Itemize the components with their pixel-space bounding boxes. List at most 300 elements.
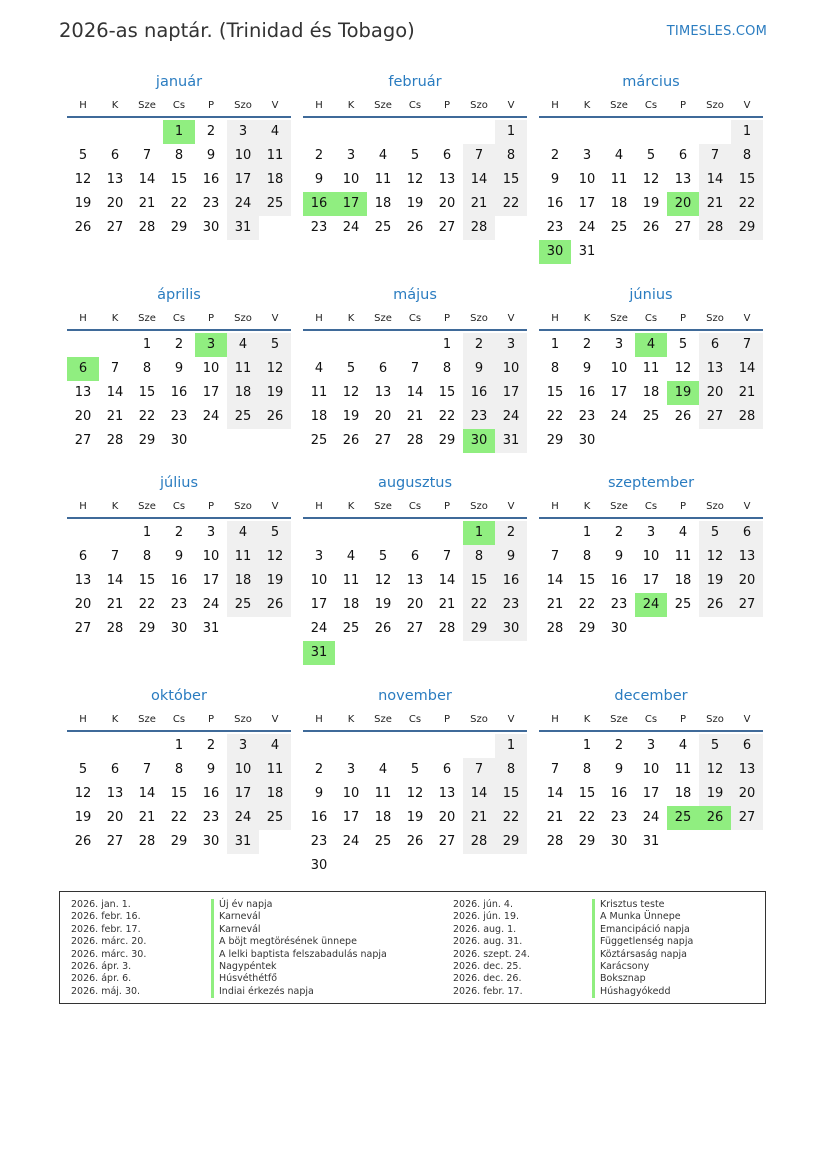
month-name: április xyxy=(157,287,201,303)
day-cell: 3 xyxy=(227,734,259,758)
day-cell: 4 xyxy=(378,148,388,163)
empty-cell xyxy=(131,120,163,144)
day-cell: 3 xyxy=(314,549,324,564)
day-cell: 20 xyxy=(699,381,731,405)
empty-cell xyxy=(67,521,99,545)
day-cell: 23 xyxy=(310,834,328,849)
day-cell: 26 xyxy=(406,834,424,849)
day-cell: 13 xyxy=(374,385,392,400)
day-cell: 13 xyxy=(731,545,763,569)
day-cell: 22 xyxy=(170,810,188,825)
day-cell: 21 xyxy=(138,810,156,825)
day-grid xyxy=(539,732,763,854)
day-cell: 8 xyxy=(495,144,527,168)
day-cell: 5 xyxy=(378,549,388,564)
weekday-label: V xyxy=(271,501,279,512)
day-cell: 14 xyxy=(406,385,424,400)
empty-cell xyxy=(539,734,571,758)
day-cell: 2 xyxy=(463,333,495,357)
day-cell: 22 xyxy=(546,409,564,424)
legend-holiday-name: Emancipáció napja xyxy=(600,923,690,935)
weekday-label: H xyxy=(315,100,323,111)
day-cell: 10 xyxy=(642,762,660,777)
day-cell: 31 xyxy=(578,244,596,259)
holiday-day: 3 xyxy=(195,333,227,357)
weekday-label: V xyxy=(507,313,515,324)
day-cell: 6 xyxy=(699,333,731,357)
day-cell: 16 xyxy=(495,569,527,593)
legend-holiday-name: Boksznap xyxy=(600,973,646,985)
day-cell: 9 xyxy=(614,762,624,777)
day-cell: 20 xyxy=(438,196,456,211)
day-cell: 15 xyxy=(578,573,596,588)
day-cell: 26 xyxy=(259,405,291,429)
day-cell: 28 xyxy=(138,834,156,849)
day-cell: 25 xyxy=(342,621,360,636)
day-grid xyxy=(67,331,291,453)
weekday-label: V xyxy=(743,313,751,324)
day-cell: 15 xyxy=(578,786,596,801)
day-cell: 5 xyxy=(78,762,88,777)
day-cell: 3 xyxy=(346,762,356,777)
day-cell: 16 xyxy=(310,810,328,825)
day-cell: 5 xyxy=(259,333,291,357)
day-cell: 5 xyxy=(678,337,688,352)
day-cell: 19 xyxy=(699,569,731,593)
brand-link[interactable]: TIMESLES.COM xyxy=(666,24,767,39)
empty-cell xyxy=(335,333,367,357)
weekday-label: Szo xyxy=(706,501,724,512)
month-name: július xyxy=(159,475,199,491)
weekday-header xyxy=(67,96,291,118)
day-cell: 15 xyxy=(546,385,564,400)
month-name: november xyxy=(378,688,452,704)
day-cell: 8 xyxy=(442,361,452,376)
weekday-label: Sze xyxy=(610,714,628,725)
day-cell: 18 xyxy=(674,786,692,801)
holiday-day: 1 xyxy=(463,521,495,545)
day-cell: 12 xyxy=(374,573,392,588)
weekday-label: Cs xyxy=(172,501,186,512)
holiday-day: 30 xyxy=(539,240,571,264)
month-name: február xyxy=(388,74,442,90)
day-cell: 16 xyxy=(202,786,220,801)
weekday-label: V xyxy=(743,501,751,512)
weekday-label: Cs xyxy=(172,100,186,111)
day-cell: 10 xyxy=(227,758,259,782)
day-cell: 31 xyxy=(202,621,220,636)
day-cell: 21 xyxy=(731,381,763,405)
weekday-label: Cs xyxy=(172,714,186,725)
day-cell: 14 xyxy=(546,786,564,801)
weekday-label: P xyxy=(443,501,451,512)
legend-holiday-name: A böjt megtörésének ünnepe xyxy=(219,936,357,948)
day-cell: 13 xyxy=(674,172,692,187)
weekday-label: Sze xyxy=(374,100,392,111)
day-cell: 26 xyxy=(699,593,731,617)
day-cell: 27 xyxy=(674,220,692,235)
day-cell: 23 xyxy=(546,220,564,235)
day-cell: 15 xyxy=(495,782,527,806)
day-grid xyxy=(539,519,763,641)
day-cell: 2 xyxy=(174,337,184,352)
day-cell: 17 xyxy=(310,597,328,612)
day-cell: 18 xyxy=(374,196,392,211)
day-cell: 15 xyxy=(495,168,527,192)
day-cell: 23 xyxy=(310,220,328,235)
weekday-label: H xyxy=(315,313,323,324)
legend-date: 2026. febr. 17. xyxy=(453,985,523,997)
day-cell: 4 xyxy=(346,549,356,564)
day-cell: 17 xyxy=(227,782,259,806)
day-cell: 9 xyxy=(174,361,184,376)
day-grid xyxy=(67,118,291,240)
day-cell: 14 xyxy=(463,782,495,806)
weekday-label: Szo xyxy=(234,313,252,324)
holiday-day: 31 xyxy=(303,641,335,665)
legend-names-left xyxy=(211,899,387,998)
day-cell: 4 xyxy=(678,738,688,753)
day-cell: 30 xyxy=(578,433,596,448)
empty-cell xyxy=(463,120,495,144)
month-4 xyxy=(67,282,291,453)
day-cell: 15 xyxy=(438,385,456,400)
day-cell: 1 xyxy=(495,734,527,758)
day-cell: 20 xyxy=(731,782,763,806)
day-cell: 11 xyxy=(310,385,328,400)
day-cell: 19 xyxy=(699,782,731,806)
month-name: október xyxy=(151,688,207,704)
day-cell: 11 xyxy=(259,144,291,168)
weekday-label: Cs xyxy=(172,313,186,324)
day-cell: 12 xyxy=(342,385,360,400)
weekday-label: K xyxy=(583,100,591,111)
weekday-label: K xyxy=(111,100,119,111)
day-cell: 19 xyxy=(374,597,392,612)
day-cell: 27 xyxy=(106,834,124,849)
day-cell: 30 xyxy=(610,834,628,849)
day-cell: 8 xyxy=(142,549,152,564)
weekday-label: V xyxy=(507,714,515,725)
day-cell: 15 xyxy=(170,172,188,187)
weekday-label: H xyxy=(551,313,559,324)
day-cell: 12 xyxy=(406,172,424,187)
empty-cell xyxy=(603,120,635,144)
day-cell: 22 xyxy=(438,409,456,424)
day-cell: 2 xyxy=(314,762,324,777)
empty-cell xyxy=(335,521,367,545)
day-cell: 19 xyxy=(259,381,291,405)
weekday-label: P xyxy=(679,501,687,512)
day-cell: 1 xyxy=(550,337,560,352)
holiday-day: 1 xyxy=(163,120,195,144)
legend-names-right xyxy=(592,899,693,998)
month-name: március xyxy=(622,74,680,90)
day-cell: 18 xyxy=(259,782,291,806)
empty-cell xyxy=(539,521,571,545)
day-cell: 15 xyxy=(731,168,763,192)
weekday-label: Szo xyxy=(470,501,488,512)
day-cell: 28 xyxy=(463,830,495,854)
weekday-label: Szo xyxy=(706,313,724,324)
weekday-label: Sze xyxy=(610,313,628,324)
weekday-label: Szo xyxy=(234,501,252,512)
holiday-day: 19 xyxy=(667,381,699,405)
day-cell: 24 xyxy=(202,409,220,424)
day-cell: 12 xyxy=(699,758,731,782)
day-cell: 1 xyxy=(582,738,592,753)
day-cell: 5 xyxy=(410,148,420,163)
day-cell: 8 xyxy=(174,762,184,777)
day-cell: 12 xyxy=(74,786,92,801)
month-name: január xyxy=(155,74,203,90)
day-cell: 9 xyxy=(582,361,592,376)
day-grid xyxy=(539,331,763,453)
legend-holiday-name: Húsvéthétfő xyxy=(219,973,278,985)
day-cell: 5 xyxy=(259,521,291,545)
day-cell: 21 xyxy=(463,806,495,830)
weekday-label: K xyxy=(111,313,119,324)
day-cell: 5 xyxy=(699,734,731,758)
empty-cell xyxy=(571,120,603,144)
legend-dates-right xyxy=(453,899,530,998)
empty-cell xyxy=(367,521,399,545)
day-cell: 14 xyxy=(699,168,731,192)
weekday-label: V xyxy=(507,501,515,512)
day-cell: 22 xyxy=(495,192,527,216)
empty-cell xyxy=(667,120,699,144)
day-grid xyxy=(303,732,527,878)
holiday-day: 17 xyxy=(335,192,367,216)
day-cell: 19 xyxy=(642,196,660,211)
day-cell: 21 xyxy=(463,192,495,216)
day-cell: 4 xyxy=(614,148,624,163)
weekday-label: Sze xyxy=(374,714,392,725)
empty-cell xyxy=(99,521,131,545)
day-grid xyxy=(303,331,527,453)
day-cell: 17 xyxy=(642,786,660,801)
weekday-label: Sze xyxy=(138,501,156,512)
day-cell: 6 xyxy=(378,361,388,376)
empty-cell xyxy=(399,521,431,545)
weekday-header xyxy=(303,96,527,118)
day-cell: 3 xyxy=(206,525,216,540)
empty-cell xyxy=(335,120,367,144)
empty-cell xyxy=(635,120,667,144)
day-cell: 10 xyxy=(342,172,360,187)
day-cell: 21 xyxy=(106,597,124,612)
weekday-label: H xyxy=(79,100,87,111)
weekday-label: P xyxy=(207,501,215,512)
day-cell: 19 xyxy=(74,196,92,211)
day-cell: 4 xyxy=(227,333,259,357)
day-cell: 3 xyxy=(646,738,656,753)
day-cell: 29 xyxy=(578,834,596,849)
day-cell: 6 xyxy=(678,148,688,163)
weekday-label: Cs xyxy=(644,501,658,512)
day-cell: 13 xyxy=(74,573,92,588)
empty-cell xyxy=(399,120,431,144)
day-cell: 18 xyxy=(259,168,291,192)
day-cell: 8 xyxy=(582,549,592,564)
day-cell: 11 xyxy=(374,786,392,801)
day-cell: 15 xyxy=(170,786,188,801)
day-cell: 25 xyxy=(642,409,660,424)
day-cell: 28 xyxy=(438,621,456,636)
weekday-header xyxy=(303,309,527,331)
day-cell: 7 xyxy=(110,549,120,564)
day-cell: 21 xyxy=(546,597,564,612)
day-cell: 16 xyxy=(463,381,495,405)
day-cell: 23 xyxy=(610,810,628,825)
day-cell: 14 xyxy=(138,172,156,187)
weekday-header xyxy=(539,710,763,732)
day-cell: 5 xyxy=(78,148,88,163)
day-cell: 4 xyxy=(314,361,324,376)
day-cell: 10 xyxy=(227,144,259,168)
empty-cell xyxy=(335,734,367,758)
page-title: 2026-as naptár. (Trinidad és Tobago) xyxy=(59,19,415,42)
day-cell: 5 xyxy=(646,148,656,163)
day-cell: 3 xyxy=(495,333,527,357)
holiday-day: 16 xyxy=(303,192,335,216)
day-cell: 13 xyxy=(74,385,92,400)
month-8 xyxy=(303,470,527,665)
empty-cell xyxy=(431,521,463,545)
day-cell: 9 xyxy=(174,549,184,564)
empty-cell xyxy=(99,333,131,357)
day-cell: 7 xyxy=(699,144,731,168)
day-cell: 10 xyxy=(342,786,360,801)
empty-cell xyxy=(303,521,335,545)
weekday-label: Szo xyxy=(706,100,724,111)
legend-date: 2026. febr. 17. xyxy=(71,923,141,935)
day-cell: 17 xyxy=(642,573,660,588)
day-cell: 20 xyxy=(406,597,424,612)
day-cell: 2 xyxy=(206,124,216,139)
day-cell: 9 xyxy=(550,172,560,187)
legend-date: 2026. aug. 1. xyxy=(453,923,517,935)
day-cell: 9 xyxy=(206,762,216,777)
month-name: június xyxy=(629,287,673,303)
day-cell: 22 xyxy=(578,810,596,825)
day-cell: 11 xyxy=(674,762,692,777)
weekday-label: Sze xyxy=(138,714,156,725)
day-cell: 12 xyxy=(74,172,92,187)
day-cell: 16 xyxy=(202,172,220,187)
day-cell: 27 xyxy=(438,834,456,849)
empty-cell xyxy=(67,120,99,144)
legend-dates-left xyxy=(71,899,146,998)
weekday-label: H xyxy=(315,501,323,512)
empty-cell xyxy=(431,120,463,144)
day-cell: 14 xyxy=(438,573,456,588)
weekday-header xyxy=(67,497,291,519)
empty-cell xyxy=(399,333,431,357)
empty-cell xyxy=(367,734,399,758)
day-cell: 3 xyxy=(614,337,624,352)
day-grid xyxy=(67,732,291,854)
day-cell: 20 xyxy=(74,409,92,424)
legend-date: 2026. jan. 1. xyxy=(71,899,131,910)
day-cell: 21 xyxy=(406,409,424,424)
weekday-label: P xyxy=(207,714,215,725)
day-cell: 13 xyxy=(406,573,424,588)
day-cell: 29 xyxy=(170,834,188,849)
legend-holiday-name: Indiai érkezés napja xyxy=(219,985,314,997)
day-cell: 1 xyxy=(142,525,152,540)
day-cell: 13 xyxy=(106,172,124,187)
day-cell: 28 xyxy=(138,220,156,235)
day-cell: 17 xyxy=(495,381,527,405)
day-cell: 9 xyxy=(614,549,624,564)
day-cell: 22 xyxy=(463,593,495,617)
day-cell: 20 xyxy=(731,569,763,593)
day-cell: 16 xyxy=(578,385,596,400)
weekday-label: V xyxy=(507,100,515,111)
legend-date: 2026. ápr. 6. xyxy=(71,973,132,985)
day-cell: 21 xyxy=(699,192,731,216)
month-1 xyxy=(67,69,291,240)
day-cell: 23 xyxy=(463,405,495,429)
day-grid xyxy=(539,118,763,264)
empty-cell xyxy=(399,734,431,758)
day-cell: 10 xyxy=(202,549,220,564)
day-cell: 13 xyxy=(731,758,763,782)
empty-cell xyxy=(303,120,335,144)
legend-holiday-name: Köztársaság napja xyxy=(600,948,687,960)
day-cell: 8 xyxy=(463,545,495,569)
day-cell: 2 xyxy=(314,148,324,163)
weekday-label: V xyxy=(743,100,751,111)
day-cell: 13 xyxy=(438,786,456,801)
day-cell: 1 xyxy=(142,337,152,352)
day-cell: 9 xyxy=(495,545,527,569)
day-cell: 24 xyxy=(227,192,259,216)
day-cell: 11 xyxy=(227,545,259,569)
day-cell: 24 xyxy=(495,405,527,429)
day-cell: 14 xyxy=(138,786,156,801)
day-cell: 9 xyxy=(206,148,216,163)
weekday-label: V xyxy=(271,714,279,725)
weekday-label: Cs xyxy=(408,501,422,512)
day-cell: 28 xyxy=(463,216,495,240)
day-cell: 22 xyxy=(170,196,188,211)
day-cell: 5 xyxy=(346,361,356,376)
day-cell: 30 xyxy=(202,220,220,235)
weekday-label: K xyxy=(583,714,591,725)
day-cell: 23 xyxy=(202,810,220,825)
day-cell: 10 xyxy=(202,361,220,376)
day-cell: 29 xyxy=(138,621,156,636)
day-cell: 12 xyxy=(699,545,731,569)
legend-date: 2026. dec. 26. xyxy=(453,973,522,985)
empty-cell xyxy=(303,734,335,758)
day-cell: 12 xyxy=(259,545,291,569)
day-cell: 24 xyxy=(578,220,596,235)
day-cell: 5 xyxy=(699,521,731,545)
day-cell: 25 xyxy=(374,220,392,235)
day-cell: 26 xyxy=(259,593,291,617)
day-cell: 19 xyxy=(74,810,92,825)
day-cell: 28 xyxy=(406,433,424,448)
weekday-label: K xyxy=(347,501,355,512)
day-cell: 25 xyxy=(259,806,291,830)
day-cell: 1 xyxy=(495,120,527,144)
day-cell: 2 xyxy=(495,521,527,545)
day-cell: 26 xyxy=(642,220,660,235)
day-cell: 4 xyxy=(678,525,688,540)
